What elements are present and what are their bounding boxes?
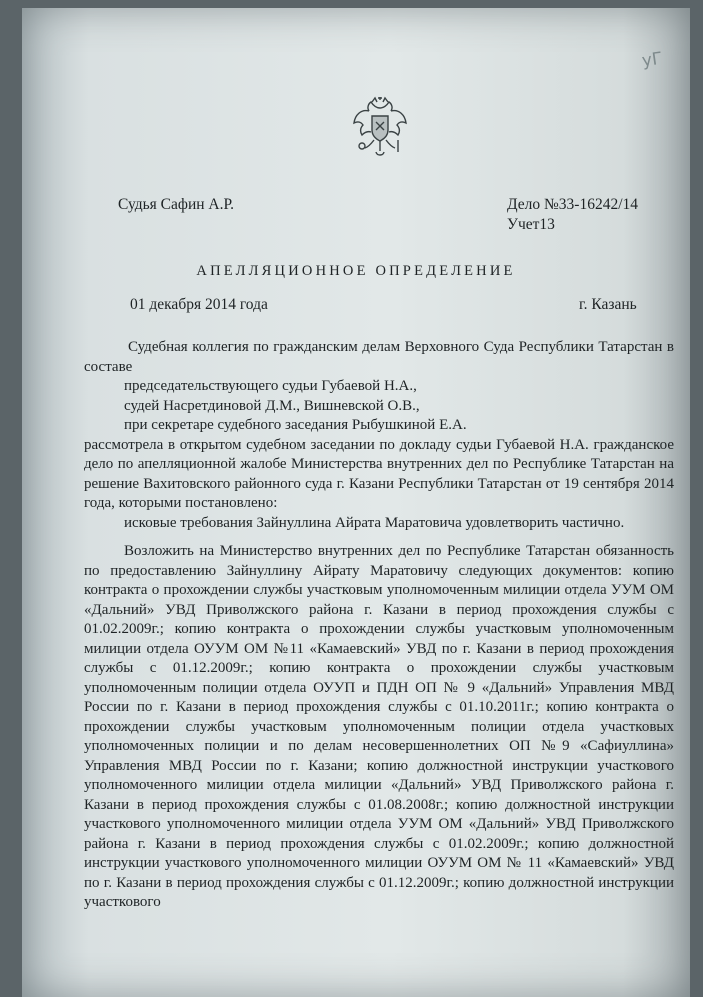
body-paragraph: рассмотрела в открытом судебном заседании по докладу судьи Губаевой Н.А. гражданское дело по апелляционной жалобе Министерства внутренних дел по Республике Татарстан на решение Вахитовского районного суда г. Казани Республики Татарстан от 19 сентября 2014 года, которыми постановлено: <box>84 436 674 511</box>
document-city: г. Казань <box>579 296 637 313</box>
document-date: 01 декабря 2014 года <box>130 296 268 313</box>
body-paragraph: Возложить на Министерство внутренних дел по Республике Татарстан обязанность по предоставлению Зайнуллину Айрату Маратовичу следующих документов: копию контракта о прохождении службы участковым уполномоченным милиции отдела УУМ ОМ «Дальний» УВД Приволжского района г. Казани в период прохождения службы с 01.02.2009г.; копию контракта о прохождении службы участковым уполномоченным милиции отдела ОУУМ ОМ №11 «Камаевский» УВД по г. Казани в период прохождения службы с 01.12.2009г.; копию контракта о прохождении службы участковым уполномоченным полиции отдела ОУУП и ПДН ОП № 9 «Дальний» Управления МВД России по г. Казани в период прохождения службы с 01.10.2011г.; копию контракта о прохождении службы участковым уполномоченным полиции отдела участковых уполномоченных полиции и по делам несовершеннолетних ОП №9 «Сафиуллина» Управления МВД России по г. Казани; копию должностной инструкции участкового уполномоченного милиции отдела милиции «Дальний» УВД Приволжского района г. Казани в период прохождения службы с 01.08.2008г.; копию должностной инструкции участкового уполномоченного милиции отдела УУМ ОМ «Дальний» УВД Приволжского района г. Казани в период прохождения службы с 01.02.2009г.; копию должностной инструкции участкового уполномоченного милиции ОУУМ ОМ № 11 «Камаевский» УВД по г. Казани в период прохождения службы с 01.12.2009г.; копию должностной инструкции участкового <box>84 543 674 910</box>
handwritten-margin-note: уГ <box>640 48 664 72</box>
body-paragraph: судей Насретдиновой Д.М., Вишневской О.В., <box>124 397 420 414</box>
registry-number: Учет13 <box>507 216 555 233</box>
russian-double-headed-eagle-icon <box>352 96 408 162</box>
document-body <box>84 338 674 913</box>
body-paragraph: исковые требования Зайнуллина Айрата Маратовича удовлетворить частично. <box>124 514 625 531</box>
body-paragraph: Судебная коллегия по гражданским делам Верховного Суда Республики Татарстан в составе <box>84 339 674 375</box>
document-page <box>22 8 690 997</box>
case-number: Дело №33-16242/14 <box>507 196 639 213</box>
body-paragraph: при секретаре судебного заседания Рыбушкиной Е.А. <box>124 417 467 433</box>
judge-name: Судья Сафин А.Р. <box>118 196 235 213</box>
document-title: АПЕЛЛЯЦИОННОЕ ОПРЕДЕЛЕНИЕ <box>196 263 516 279</box>
body-paragraph: председательствующего судьи Губаевой Н.А., <box>124 378 417 394</box>
